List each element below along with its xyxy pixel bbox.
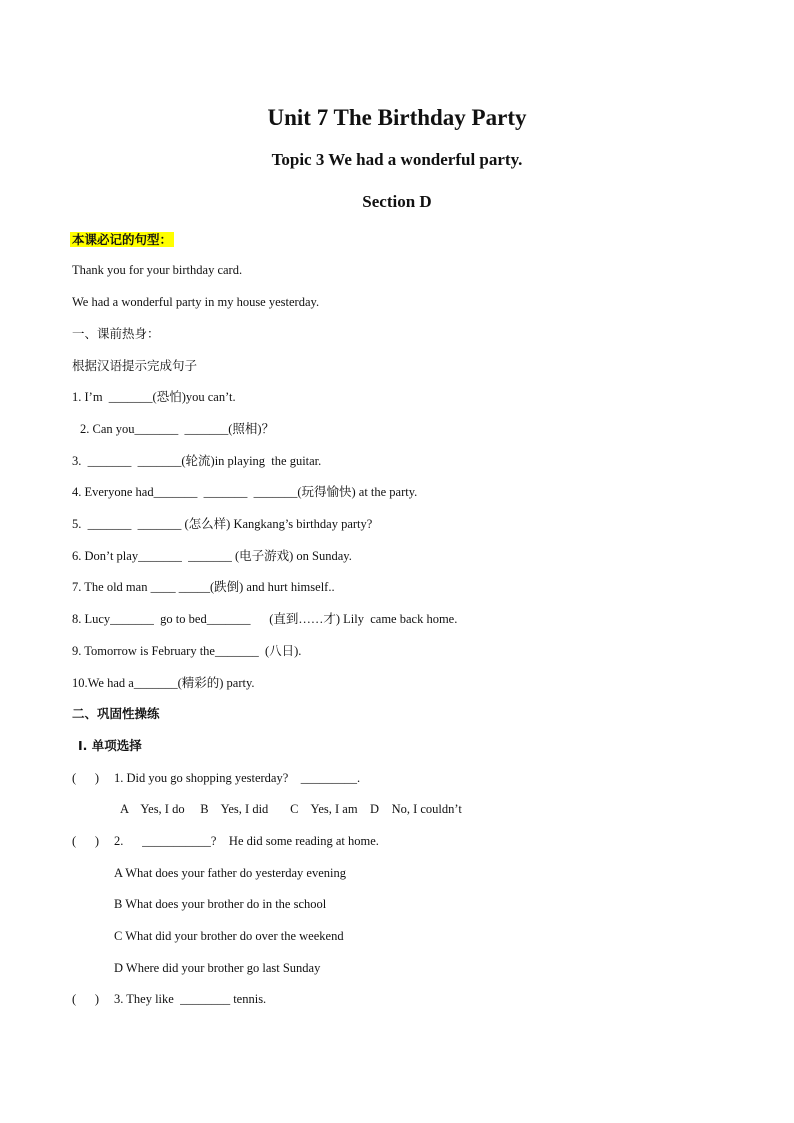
section-title: Section D [362, 192, 432, 211]
question-1-prefix: ( ) [72, 771, 100, 785]
page-title: Unit 7 The Birthday Party [267, 105, 527, 130]
fill-item-9: 9. Tomorrow is February the_______ (八日). [72, 644, 302, 658]
fill-item-6: 6. Don’t play_______ _______ (电子游戏) on Sunday. [72, 549, 352, 563]
question-2-stem: 2. ___________? He did some reading at home. [114, 834, 379, 848]
question-2-option-a: A What does your father do yesterday evening [114, 866, 346, 880]
question-3-prefix: ( ) [72, 992, 100, 1006]
question-3-stem: 3. They like ________ tennis. [114, 992, 267, 1006]
fill-item-7: 7. The old man ____ _____(跌倒) and hurt himself.. [72, 580, 335, 594]
topic-title: Topic 3 We had a wonderful party. [271, 150, 523, 169]
question-2-option-c: C What did your brother do over the weekend [114, 929, 344, 943]
key-sentences-heading: 本课必记的句型： [72, 232, 173, 247]
key-sentence-2: We had a wonderful party in my house yesterday. [72, 295, 320, 309]
fill-item-2: 2. Can you_______ _______(照相)？ [80, 422, 275, 436]
fill-item-10: 10.We had a_______(精彩的) party. [72, 676, 255, 690]
fill-item-5: 5. _______ _______ (怎么样) Kangkang’s birthday party? [72, 517, 373, 531]
question-2-prefix: ( ) [72, 834, 100, 848]
key-sentence-1: Thank you for your birthday card. [72, 263, 243, 277]
fill-item-1: 1. I’m _______(恐怕)you can’t. [72, 390, 236, 404]
fill-item-8: 8. Lucy_______ go to bed_______ (直到……才) Lily came back home. [72, 612, 458, 626]
fill-item-4: 4. Everyone had_______ _______ _______(玩得愉快) at the party. [72, 485, 418, 499]
question-2-option-d: D Where did your brother go last Sunday [114, 961, 321, 975]
part1-instruction: 根据汉语提示完成句子 [72, 358, 198, 373]
question-1-options: A Yes, I do B Yes, I did C Yes, I am D No, I couldn’t [120, 802, 462, 816]
fill-item-3: 3. _______ _______(轮流)in playing the guitar. [72, 454, 322, 468]
question-2-option-b: B What does your brother do in the school [114, 897, 327, 911]
part2-subheading: Ⅰ. 单项选择 [78, 738, 142, 753]
part2-heading: 二、巩固性操练 [72, 706, 160, 721]
part1-heading: 一、课前热身： [72, 326, 160, 341]
question-1-stem: 1. Did you go shopping yesterday? _________. [114, 771, 361, 785]
